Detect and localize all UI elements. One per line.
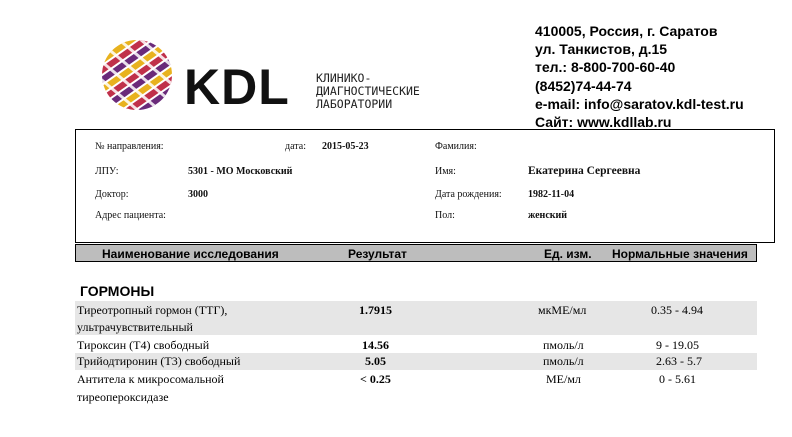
table-cell-test-name: Антитела к микросомальной	[77, 372, 224, 386]
table-cell-test-name: Тироксин (Т4) свободный	[77, 338, 210, 352]
birth-date-value: 1982-11-04	[528, 189, 575, 200]
lpu-label: ЛПУ:	[95, 166, 119, 177]
patient-info-box	[75, 129, 775, 243]
contact-phone-main: тел.: 8-800-700-60-40	[535, 59, 676, 76]
table-cell-unit: МЕ/мл	[546, 372, 581, 386]
table-cell-test-name: Трийодтиронин (Т3) свободный	[77, 354, 241, 368]
table-cell-test-name: Тиреотропный гормон (ТТГ),	[77, 303, 228, 317]
address-label: Адрес пациента:	[95, 210, 166, 221]
contact-address-city: 410005, Россия, г. Саратов	[535, 23, 718, 39]
table-cell-unit: пмоль/л	[543, 338, 584, 352]
header-result: Результат	[348, 247, 407, 261]
table-cell-result: 5.05	[365, 354, 386, 368]
table-cell-result: 14.56	[362, 338, 389, 352]
logo-subtitle-line: ЛАБОРАТОРИИ	[316, 97, 393, 111]
table-cell-normal-range: 2.63 - 5.7	[656, 354, 702, 368]
table-cell-test-name: ультрачувствительный	[77, 320, 193, 334]
header-unit: Ед. изм.	[544, 247, 592, 261]
kdl-logo-icon	[100, 38, 174, 112]
name-value: Екатерина Сергеевна	[528, 165, 641, 177]
logo-subtitle-line: КЛИНИКО-	[316, 71, 372, 85]
contact-address-street: ул. Танкистов, д.15	[535, 41, 668, 58]
table-cell-unit: пмоль/л	[543, 354, 584, 368]
table-cell-test-name: тиреопероксидазе	[77, 390, 169, 404]
table-cell-normal-range: 9 - 19.05	[656, 338, 699, 352]
sex-label: Пол:	[435, 210, 455, 221]
contact-block	[535, 22, 744, 131]
table-cell-unit: мкМЕ/мл	[538, 303, 587, 317]
table-cell-result: 1.7915	[359, 303, 392, 317]
results-table-header	[75, 244, 757, 262]
date-value: 2015-05-23	[322, 141, 369, 152]
name-label: Имя:	[435, 166, 456, 177]
birth-date-label: Дата рождения:	[435, 189, 502, 200]
logo-subtitle	[316, 72, 420, 111]
contact-phone-local: (8452)74-44-74	[535, 77, 632, 94]
sex-value: женский	[528, 210, 568, 221]
logo-subtitle-line: ДИАГНОСТИЧЕСКИЕ	[316, 84, 420, 98]
contact-website: Сайт: www.kdllab.ru	[535, 114, 672, 131]
doctor-value: 3000	[188, 189, 208, 200]
header-normal-range: Нормальные значения	[612, 247, 748, 261]
table-cell-normal-range: 0 - 5.61	[659, 372, 696, 386]
date-label: дата:	[285, 141, 306, 152]
contact-email: e-mail: info@saratov.kdl-test.ru	[535, 95, 744, 112]
referral-label: № направления:	[95, 141, 164, 152]
lpu-value: 5301 - МО Московский	[188, 166, 293, 177]
header-test-name: Наименование исследования	[102, 247, 279, 261]
table-cell-result: < 0.25	[360, 372, 391, 386]
doctor-label: Доктор:	[95, 189, 129, 200]
table-cell-normal-range: 0.35 - 4.94	[651, 303, 703, 317]
section-title-hormones: ГОРМОНЫ	[80, 283, 155, 299]
logo-wordmark: KDL	[184, 59, 290, 115]
surname-label: Фамилия:	[435, 141, 477, 152]
